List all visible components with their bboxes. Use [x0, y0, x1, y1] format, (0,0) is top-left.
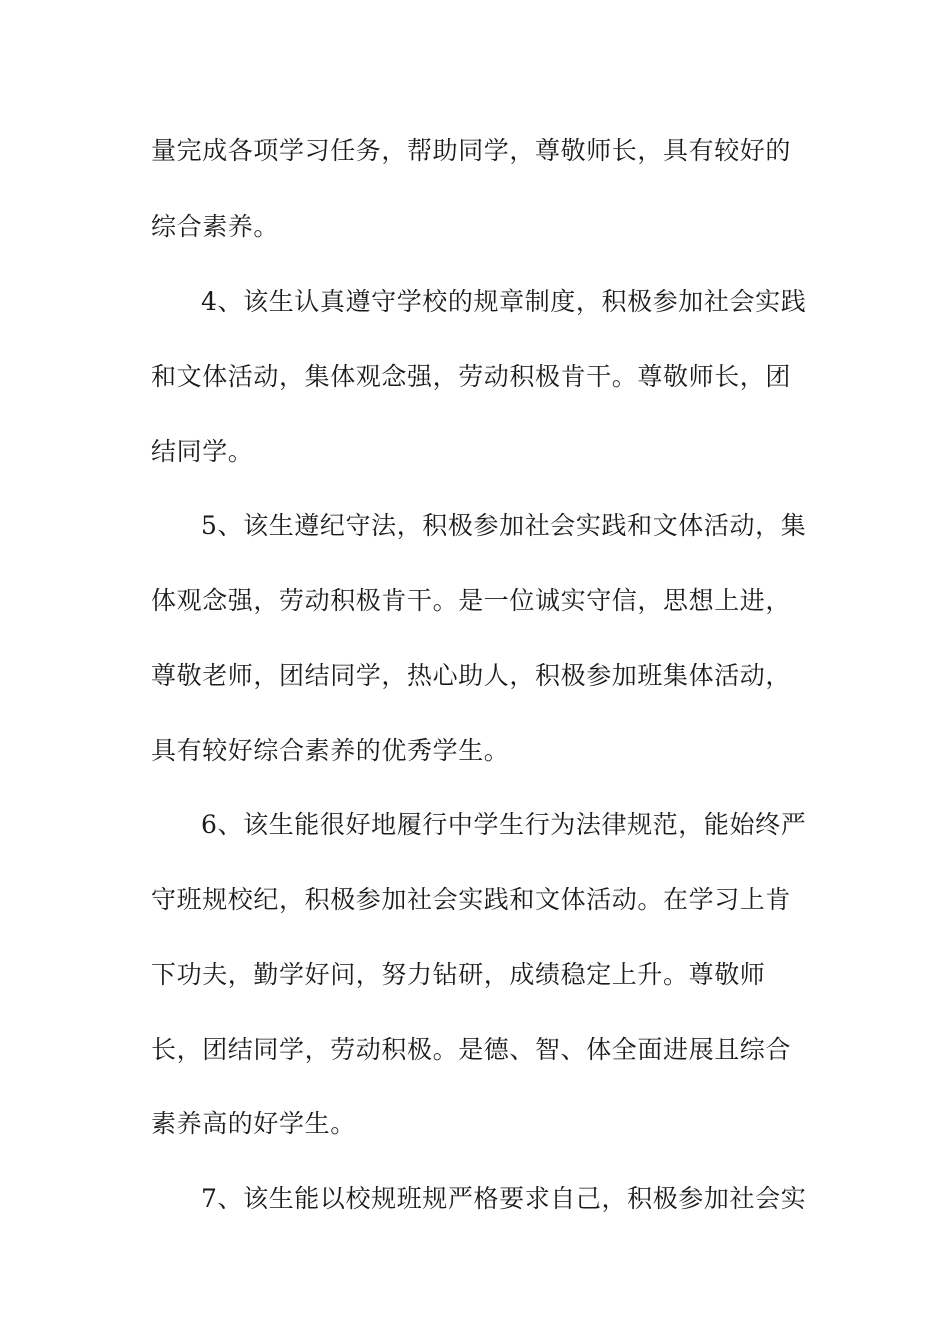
- paragraph-7-start: 7、该生能以校规班规严格要求自己，积极参加社会实: [201, 1184, 807, 1213]
- text-line: 结同学。: [151, 437, 254, 466]
- paragraph-4-start: 4、该生认真遵守学校的规章制度，积极参加社会实践: [201, 287, 807, 316]
- text-line: 体观念强，劳动积极肯干。是一位诚实守信，思想上进，: [151, 586, 792, 615]
- text-line: 尊敬老师，团结同学，热心助人，积极参加班集体活动，: [151, 661, 792, 690]
- text-line: 和文体活动，集体观念强，劳动积极肯干。尊敬师长，团: [151, 362, 792, 391]
- text-line: 守班规校纪，积极参加社会实践和文体活动。在学习上肯: [151, 885, 792, 914]
- text-line: 量完成各项学习任务，帮助同学，尊敬师长，具有较好的: [151, 136, 792, 165]
- text-line: 下功夫，勤学好问，努力钻研，成绩稳定上升。尊敬师: [151, 960, 766, 989]
- text-line: 素养高的好学生。: [151, 1109, 356, 1138]
- text-line: 综合素养。: [151, 212, 280, 241]
- paragraph-6-start: 6、该生能很好地履行中学生行为法律规范，能始终严: [201, 810, 807, 839]
- text-line: 具有较好综合素养的优秀学生。: [151, 736, 510, 765]
- text-line: 长，团结同学，劳动积极。是德、智、体全面进展且综合: [151, 1035, 792, 1064]
- paragraph-5-start: 5、该生遵纪守法，积极参加社会实践和文体活动，集: [201, 511, 807, 540]
